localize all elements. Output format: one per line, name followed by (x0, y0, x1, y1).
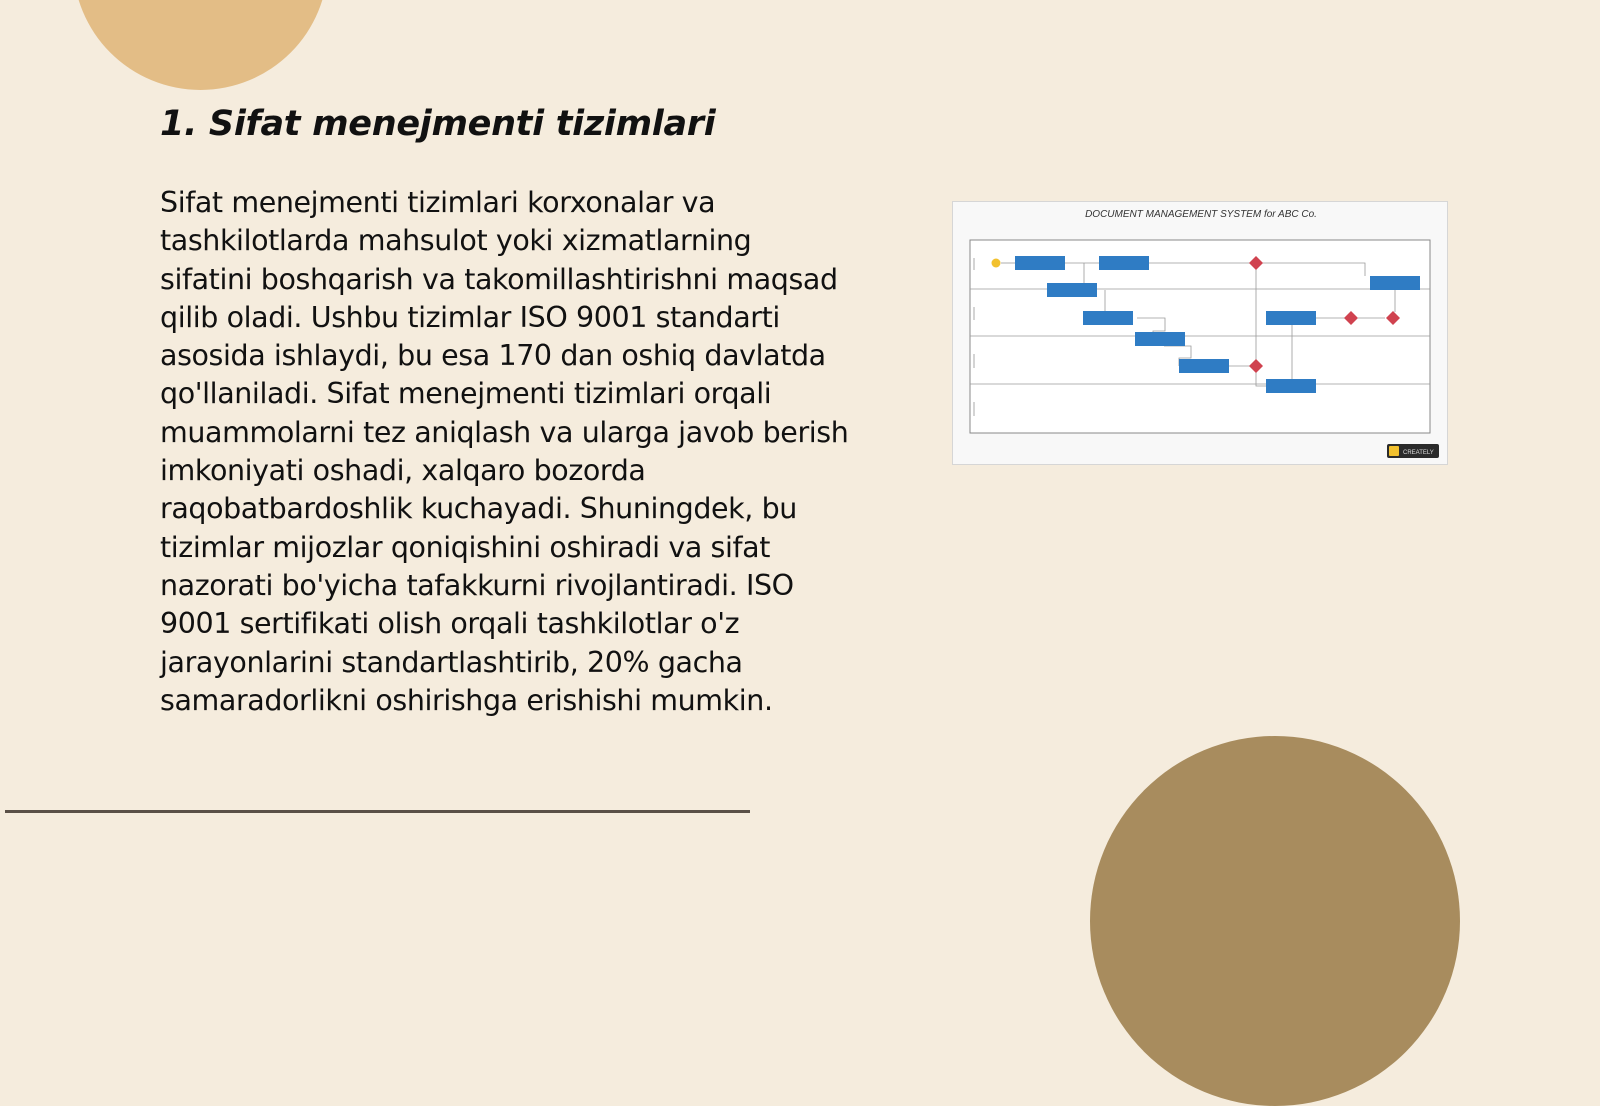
decorative-circle-bottom (1090, 736, 1460, 1106)
process-box (1135, 332, 1185, 346)
process-box (1266, 379, 1316, 393)
process-box (1266, 311, 1316, 325)
creately-badge (1387, 444, 1439, 458)
process-box (1015, 256, 1065, 270)
diagram-title: DOCUMENT MANAGEMENT SYSTEM for ABC Co. (1085, 209, 1317, 220)
document-management-diagram (952, 201, 1448, 465)
process-box (1370, 276, 1420, 290)
process-box (1099, 256, 1149, 270)
divider-line (5, 810, 750, 813)
slide-title: 1. Sifat menejmenti tizimlari (160, 104, 716, 144)
process-box (1179, 359, 1229, 373)
start-node (992, 259, 1001, 268)
slide-body-text: Sifat menejmenti tizimlari korxonalar va tashkilotlarda mahsulot yoki xizmatlarning sifatini boshqarish va takomillashtirishni maqsad qilib oladi. Ushbu tizimlar ISO 9001 standarti asosida ishlaydi, bu esa 170 dan oshiq davlatda qo'llaniladi. Sifat menejmenti tizimlari orqali muammolarni tez aniqlash va ularga javob berish imkoniyati oshadi, xalqaro bozorda raqobatbardoshlik kuchayadi. Shuningdek, bu tizimlar mijozlar qoniqishini oshiradi va sifat nazorati bo'yicha tafakkurni rivojlantiradi. ISO 9001 sertifikati olish orqali tashkilotlar o'z jarayonlarini standartlashtirib, 20% gacha samaradorlikni oshirishga erishishi mumkin. (160, 186, 849, 717)
creately-badge-label: CREATELY (1403, 450, 1434, 456)
process-box (1047, 283, 1097, 297)
process-box (1083, 311, 1133, 325)
decorative-circle-top (73, 0, 328, 90)
